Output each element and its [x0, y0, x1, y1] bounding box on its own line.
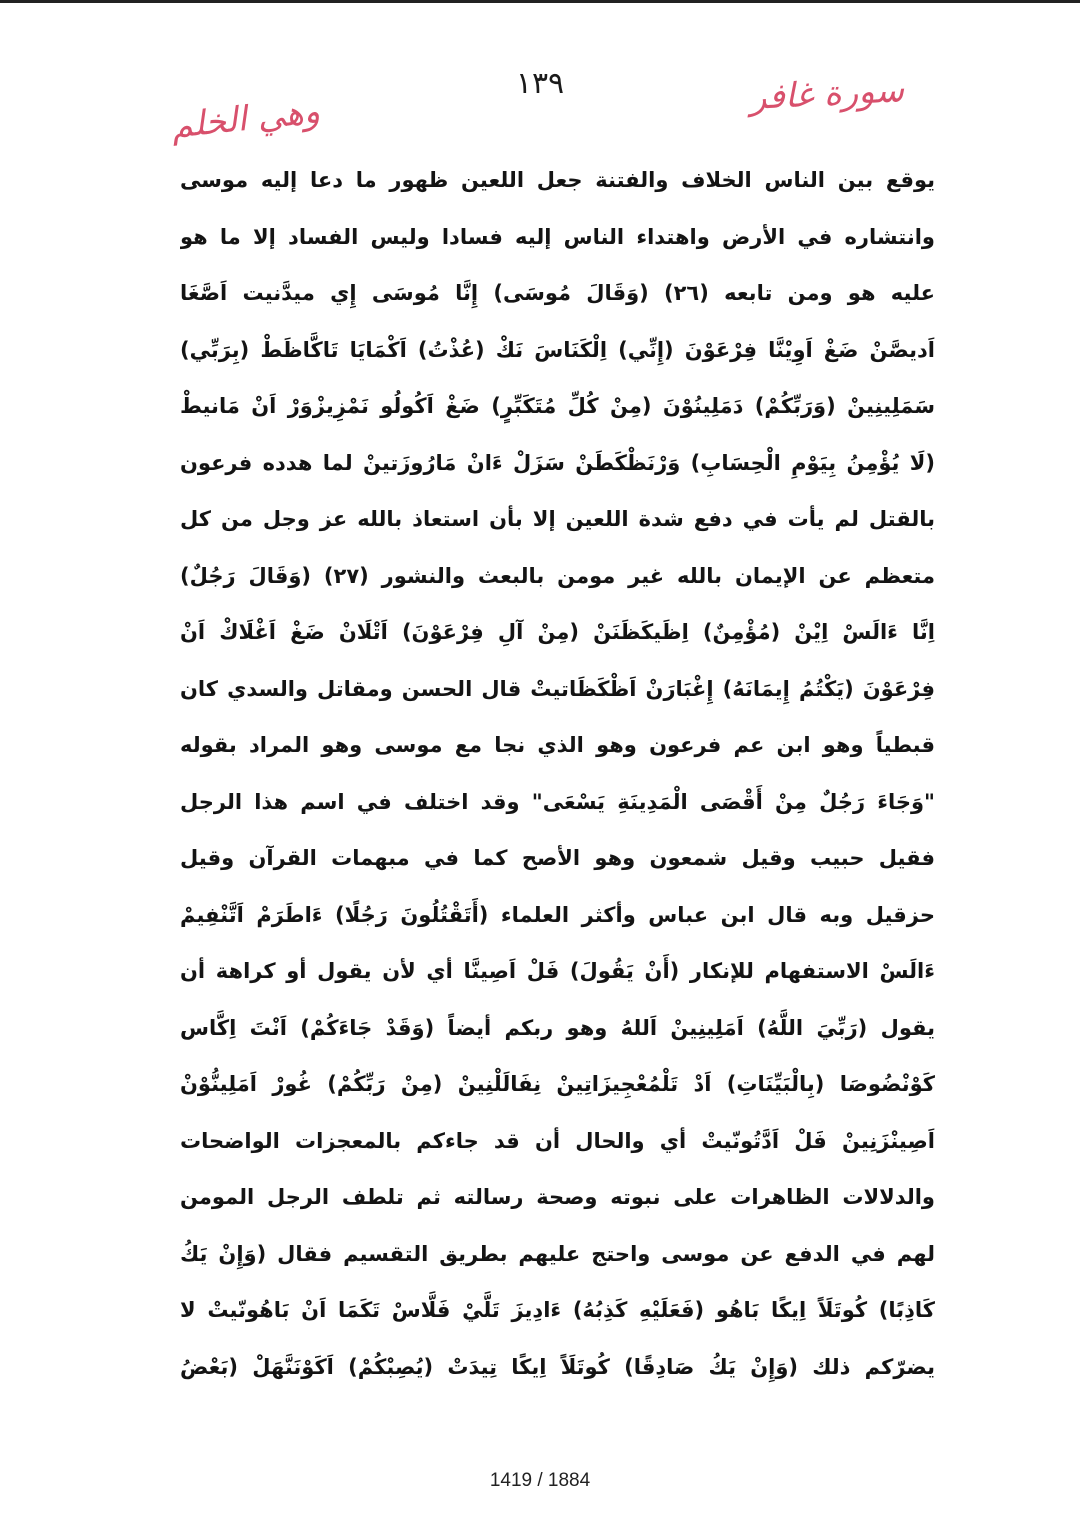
- text-line: اِنَّا ءَالَسْ اِيْنْ (مُؤْمِنٌ) اِظَيكَظَنَنْ (مِنْ آلِ فِرْعَوْنَ) اَتْلَانْ ضَغْ اَغْلَاكْ اَنْ: [180, 620, 935, 644]
- text-line: اَصِينْزَنِينْ فَلْ اَدَّتُونّيتْ أي والحال أن قد جاءكم بالمعجزات الواضحات: [180, 1128, 935, 1153]
- text-line: وانتشاره في الأرض واهتداء الناس إليه فسادا وليس الفساد إلا ما هو: [180, 224, 935, 249]
- text-line: والدلالات الظاهرات على نبوته وصحة رسالته ثم تلطف الرجل المومن: [180, 1185, 935, 1209]
- text-line: يضرّكم ذلك (وَإِنْ يَكُ صَادِقًا) كُوتَلَاً اِيكًا تِيدَتْ (يُصِبْكُمْ) اَكَوْنَنَّهَلْ (بَعْضُ: [180, 1354, 935, 1379]
- text-line: كَاذِبًا) كُوتَلَاً اِيكًا بَاهُو (فَعَلَيْهِ كَذِبُهُ) ءَادِيزَ تَلَّيْ فَلَّاسْ تَكَمَا اَنْ بَاهُونّيتْ لا: [180, 1298, 935, 1322]
- text-line: فقيل حبيب وقيل شمعون وهو الأصح كما في مبهمات القرآن وقيل: [180, 846, 935, 870]
- text-line: "وَجَاءَ رَجُلٌ مِنْ أَقْصَى الْمَدِينَةِ يَسْعَى" وقد اختلف في اسم هذا الرجل: [180, 789, 935, 814]
- text-line: حزقيل وبه قال ابن عباس وأكثر العلماء (أَتَقْتُلُونَ رَجُلًا) ءَاطَرَمْ اَتَّنْفِيمْ: [180, 902, 935, 927]
- handwritten-surah-note: سورة غافر: [748, 69, 906, 119]
- text-line: قبطياً وهو ابن عم فرعون وهو الذي نجا مع موسى وهو المراد بقوله: [180, 733, 935, 757]
- text-line: اَديصَّنْ ضَغْ اَوِيْنَّا فِرْعَوْنَ (إِنِّي) اِلْكَنَاسَ نَكْ (عُذْتُ) اَكْمَايَا تَاكَّاظَطْ (بِرَبِّي): [180, 337, 935, 362]
- text-line: يوقع بين الناس الخلاف والفتنة جعل اللعين ظهور ما دعا إليه موسى: [180, 168, 935, 192]
- handwritten-margin-note: وهي الخلم: [169, 91, 322, 147]
- text-line: يقول (رَبِّيَ اللَّهُ) اَمَلِينِينْ اَللهُ وهو ربكم أيضاً (وَقَدْ جَاءَكُمْ) اَنْتَ اِكَّاس: [180, 1015, 935, 1040]
- text-line: لهم في الدفع عن موسى واحتج عليهم بطريق التقسيم فقال (وَإِنْ يَكُ: [180, 1241, 935, 1266]
- top-border: [0, 0, 1080, 3]
- text-line: عليه هو ومن تابعه (٢٦) (وَقَالَ مُوسَى) إِنَّا مُوسَى إِي ميدَّنيت اَصَّغَا: [180, 281, 935, 305]
- text-line: سَمَلِينِينْ (وَرَبِّكُمْ) دَمَلِينُوْنَ (مِنْ كُلِّ مُتَكَبِّرٍ) ضَغْ اَكُولُو نَمْزِيزْوَرْ اَنْ مَانيطْ: [180, 394, 935, 418]
- text-line: فِرْعَوْنَ (يَكْتُمُ إِيمَانَهُ) إِغْبَارَنْ اَظْكَظَاتيتْ قال الحسن ومقاتل والسدي كان: [180, 676, 935, 701]
- page-number: ١٣٩: [515, 66, 565, 101]
- text-line: بالقتل لم يأت في دفع شدة اللعين إلا بأن استعاذ بالله عز وجل من كل: [180, 507, 935, 531]
- text-line: ءَالَسْ الاستفهام للإنكار (أَنْ يَقُولَ) فَلْ اَصِينَّا أي لأن يقول أو كراهة أن: [180, 959, 935, 983]
- text-line: (لَا يُؤْمِنُ بِيَوْمِ الْحِسَابِ) وَرْنَظْكَطَنْ سَزَلْ ءَانْ مَارُوزَتينْ لما هدده فرعون: [180, 450, 935, 475]
- page-counter: 1419 / 1884: [489, 1470, 591, 1491]
- page-text: [180, 152, 935, 1395]
- text-line: متعظم عن الإيمان بالله غير مومن بالبعث والنشور (٢٧) (وَقَالَ رَجُلٌ): [180, 563, 935, 588]
- text-line: كَوْنْضُوصَا (بِالْبَيِّنَاتِ) اَدْ تَلْمُعْجِيزَاتِينْ نِفَالَلْنِينْ (مِنْ رَبِّكُمْ) غُورْ اَمَلِينُّوْنْ: [180, 1072, 935, 1096]
